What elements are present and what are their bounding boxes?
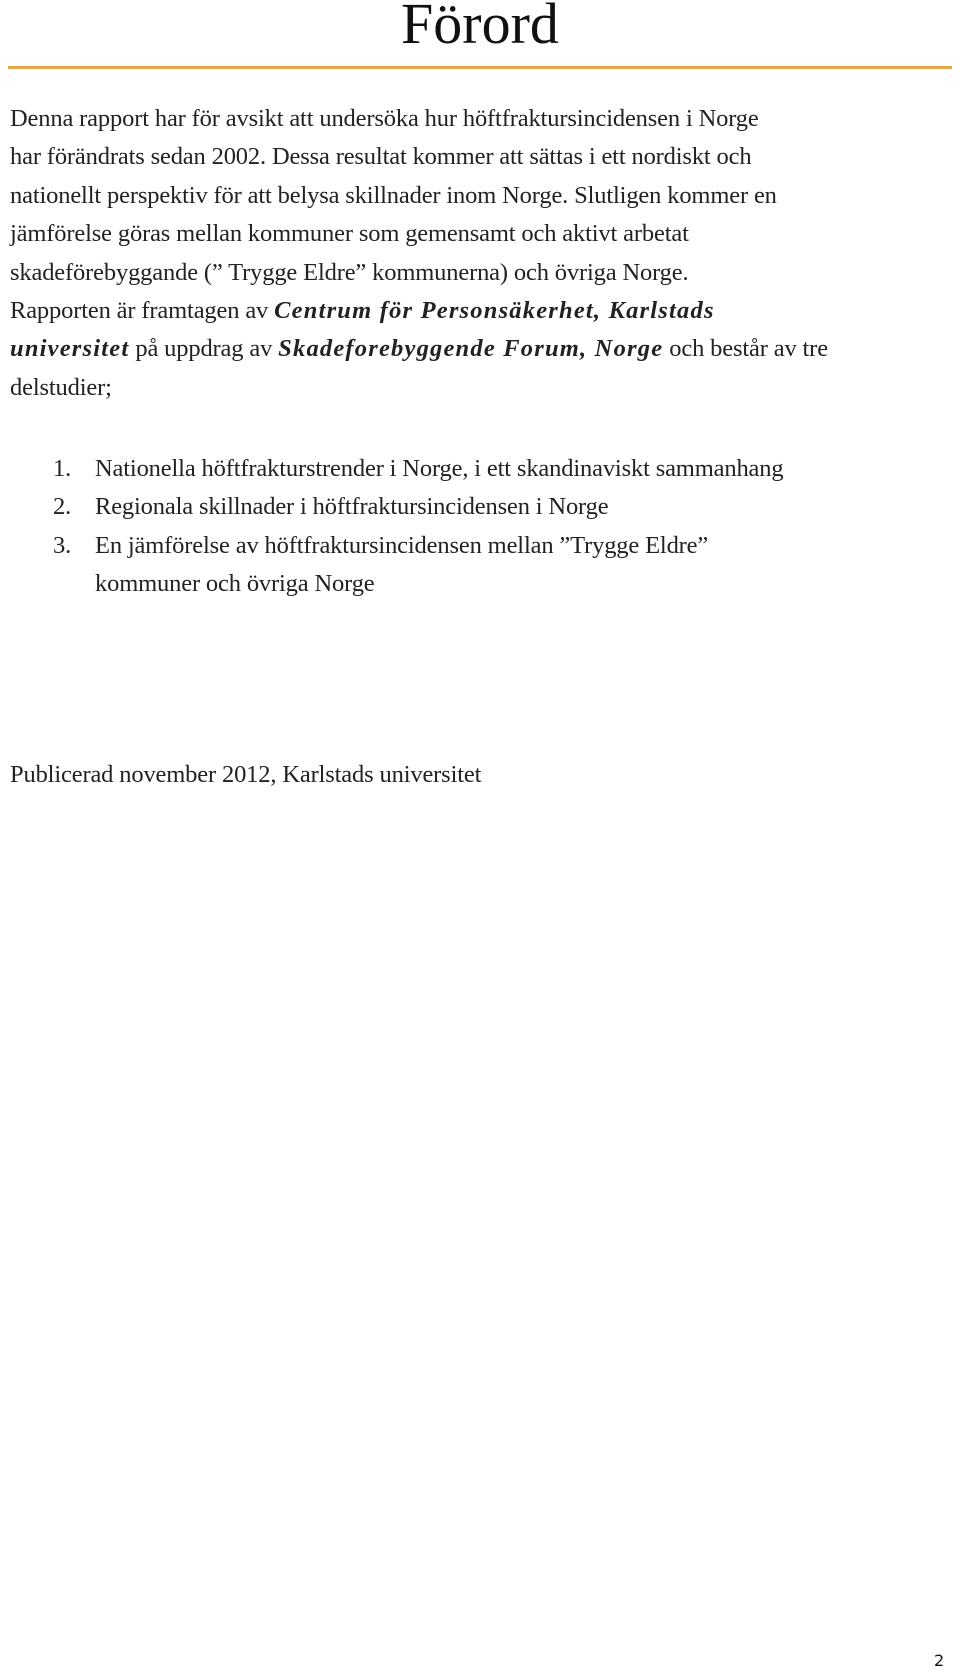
intro-line	[10, 292, 952, 330]
substudy-list	[0, 450, 960, 604]
list-item-number: 1.	[53, 455, 72, 482]
list-item	[0, 488, 960, 526]
organization-name: Centrum för Personsäkerhet, Karlstads	[274, 297, 715, 325]
page-number: 2	[934, 1651, 945, 1670]
title-divider	[8, 66, 952, 69]
list-item-text: Nationella höftfrakturstrender i Norge, i ett skandinaviskt sammanhang	[95, 455, 784, 482]
intro-line	[10, 330, 952, 368]
organization-name-cont: universitet	[10, 335, 130, 363]
intro-text: på uppdrag av	[129, 335, 279, 363]
client-name: Skadeforebyggende Forum, Norge	[278, 335, 664, 363]
publication-note: Publicerad november 2012, Karlstads universitet	[10, 761, 482, 788]
intro-line: Denna rapport har för avsikt att undersöka hur höftfraktursincidensen i Norge	[10, 105, 759, 132]
intro-line: delstudier;	[10, 373, 112, 401]
intro-line: nationellt perspektiv för att belysa skillnader inom Norge. Slutligen kommer en	[10, 181, 777, 209]
list-item-number: 3.	[53, 531, 72, 559]
list-item-text-continuation: kommuner och övriga Norge	[95, 570, 375, 598]
list-item	[0, 527, 960, 604]
intro-text: Rapporten är framtagen av	[10, 297, 275, 325]
list-item	[0, 450, 960, 488]
page-title: Förord	[401, 0, 559, 56]
intro-line: skadeförebyggande (” Trygge Eldre” kommunerna) och övriga Norge.	[10, 258, 689, 286]
intro-text: och består av tre	[663, 335, 828, 363]
list-item-text: En jämförelse av höftfraktursincidensen mellan ”Trygge Eldre”	[95, 531, 709, 559]
list-item-text: Regionala skillnader i höftfraktursincidensen i Norge	[95, 493, 609, 521]
intro-paragraph	[10, 100, 952, 407]
list-item-number: 2.	[53, 493, 72, 521]
intro-line: jämförelse göras mellan kommuner som gemensamt och aktivt arbetat	[10, 220, 689, 248]
intro-line: har förändrats sedan 2002. Dessa resultat kommer att sättas i ett nordiskt och	[10, 143, 752, 171]
